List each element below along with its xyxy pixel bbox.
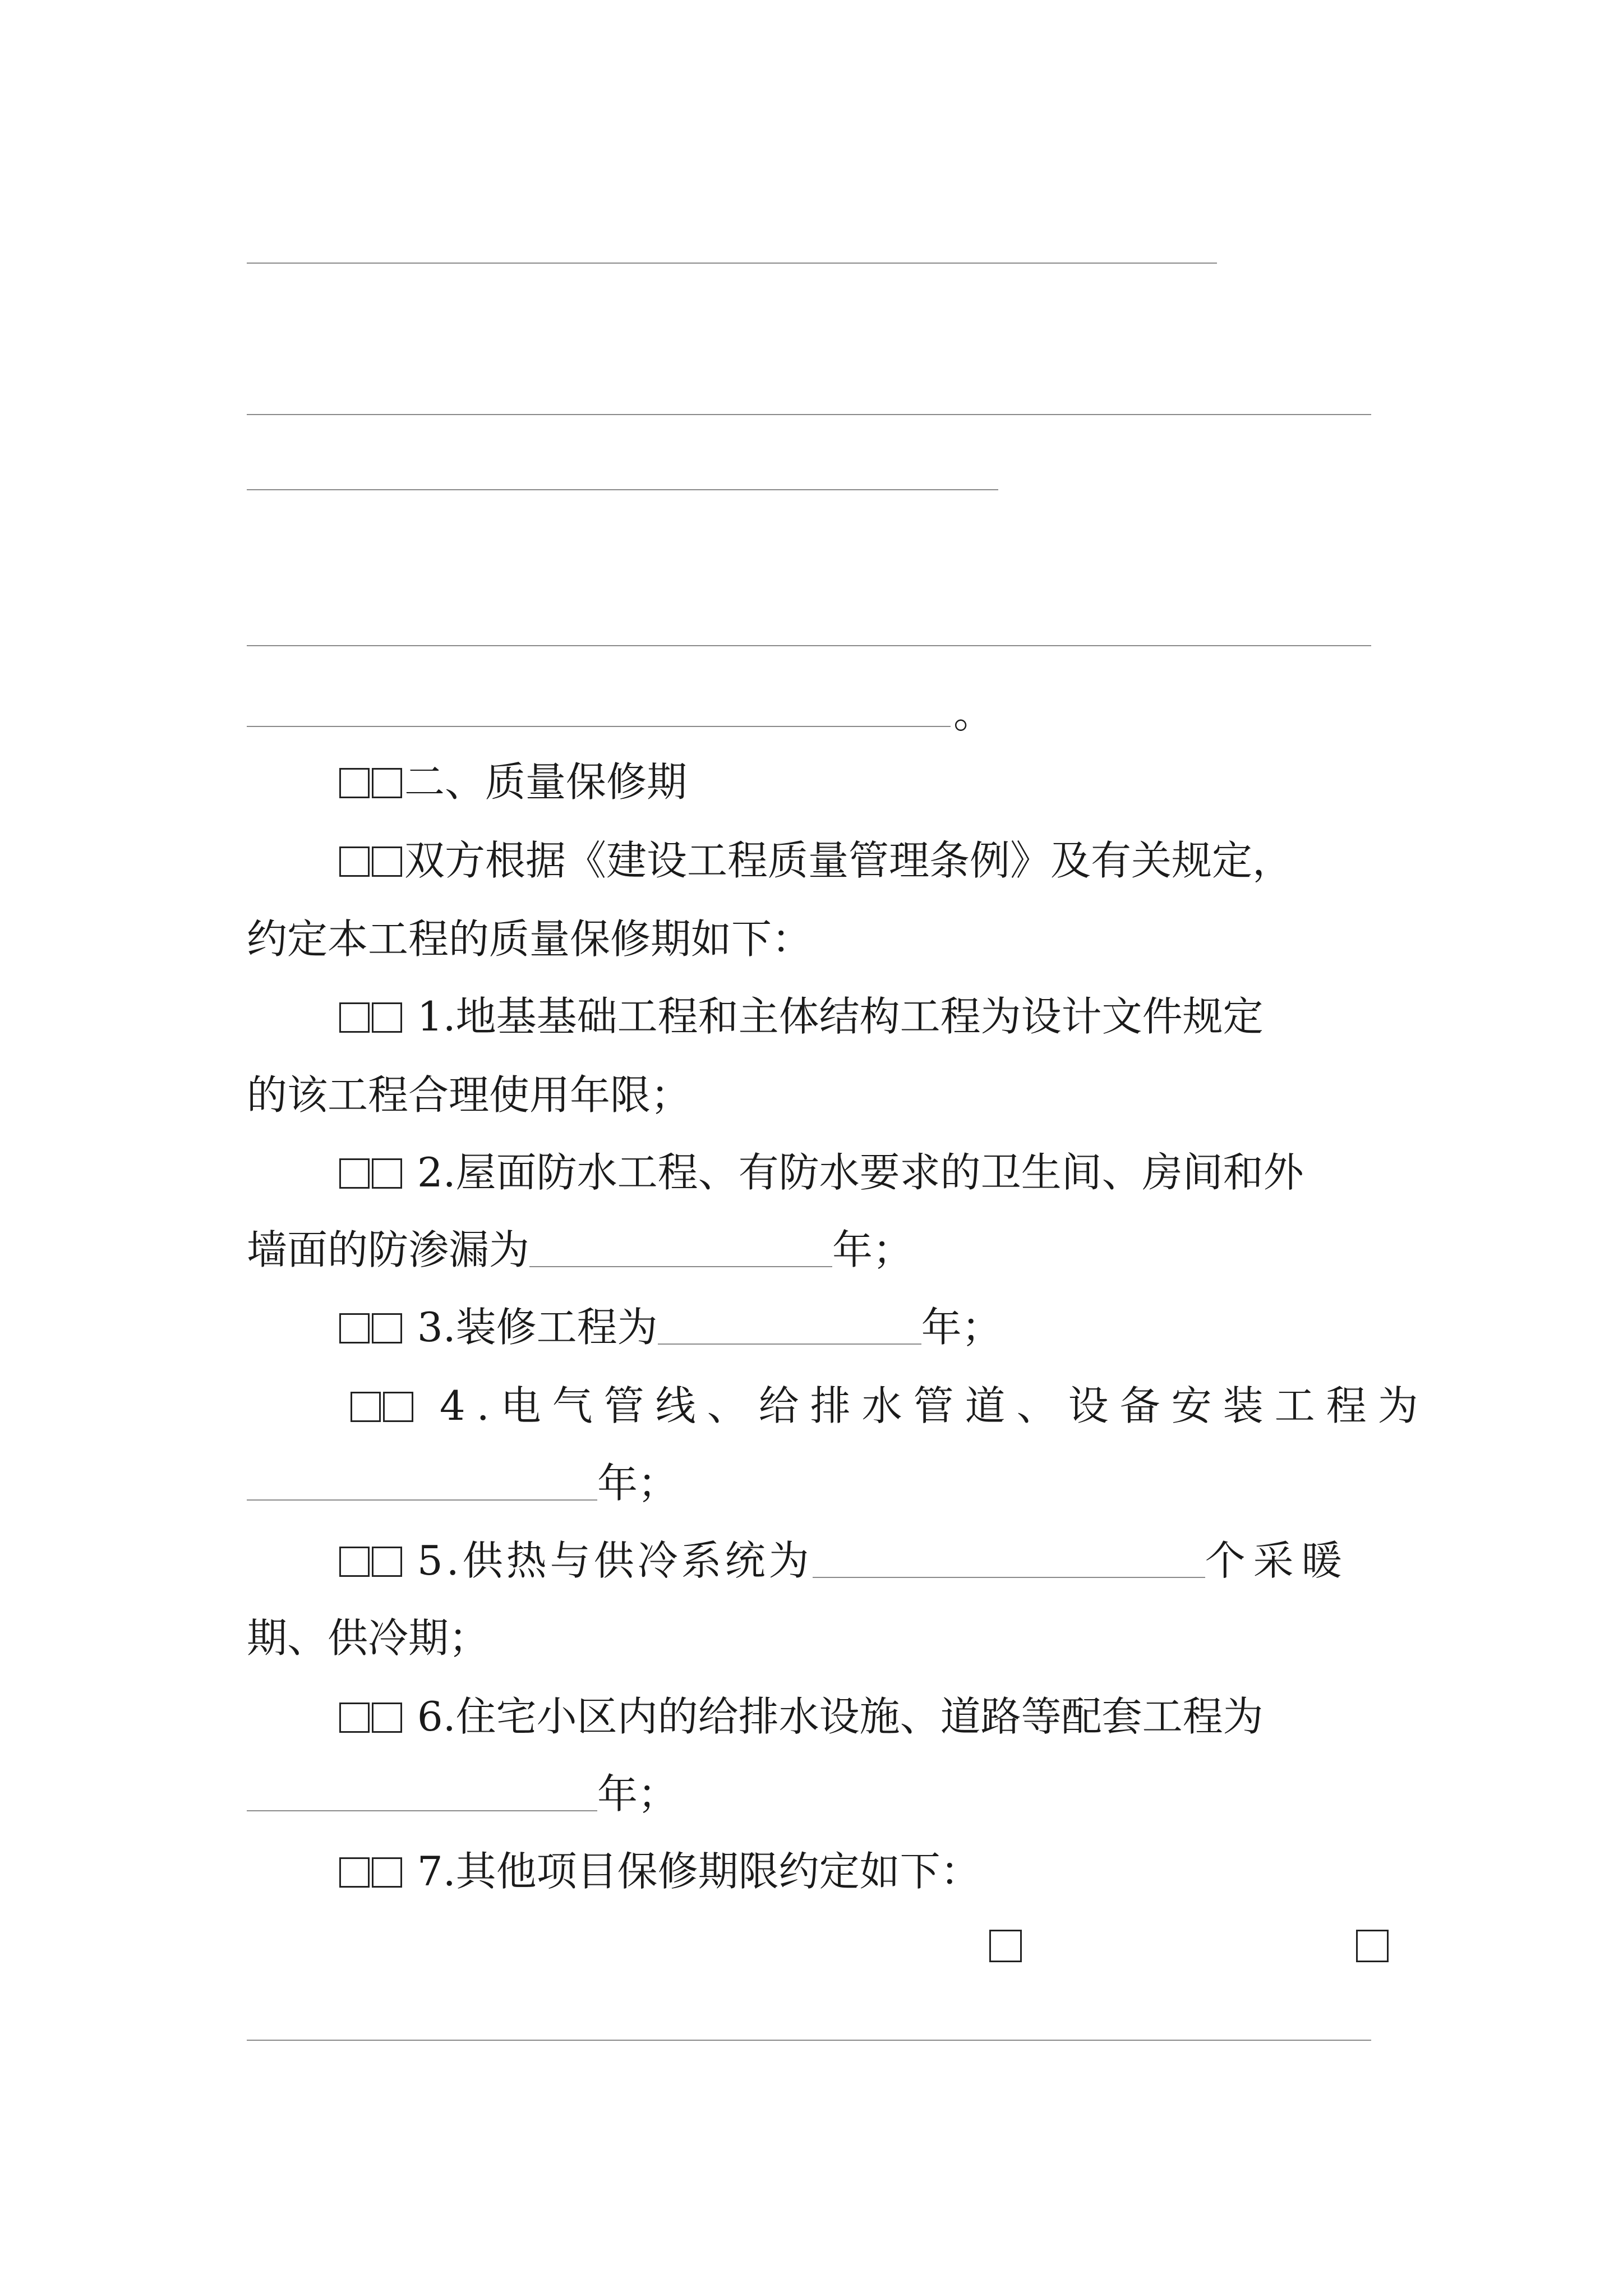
item-1-line-2: 的该工程合理使用年限； xyxy=(247,1071,691,1119)
item-2-line-2 xyxy=(247,1226,914,1273)
blank-rule-2 xyxy=(247,414,1371,415)
section-title xyxy=(339,758,688,806)
item-5-line-2: 期、供冷期； xyxy=(247,1614,490,1662)
checkbox-icon[interactable] xyxy=(339,846,370,877)
item-3-label: 3.装修工程为 xyxy=(417,1304,658,1351)
item-1-line-1 xyxy=(339,993,1264,1040)
intro-line-1 xyxy=(339,837,1293,884)
item-3-unit: 年； xyxy=(921,1304,1002,1351)
item-2-line-1 xyxy=(339,1149,1304,1196)
blank-rule-1 xyxy=(247,263,1217,264)
intro-text-1: 双方根据《建设工程质量管理条例》及有关规定， xyxy=(404,837,1293,884)
checkbox-icon[interactable] xyxy=(372,768,402,798)
item-3-blank[interactable] xyxy=(658,1310,921,1345)
item-5-unit: 个采暖 xyxy=(1205,1537,1350,1584)
checkbox-icon[interactable] xyxy=(339,1857,370,1888)
item-6-unit: 年； xyxy=(597,1770,679,1818)
item-2-blank[interactable] xyxy=(529,1232,832,1267)
checkbox-icon[interactable] xyxy=(383,1392,413,1422)
item-2-unit: 年； xyxy=(832,1226,914,1273)
item-6-text: 6.住宅小区内的给排水设施、道路等配套工程为 xyxy=(417,1693,1264,1740)
blank-rule-4 xyxy=(247,645,1371,646)
item-7-line xyxy=(339,1848,981,1895)
intro-line-2: 约定本工程的质量保修期如下： xyxy=(247,915,813,963)
item-6-line-2 xyxy=(247,1770,679,1818)
item-2-label: 墙面的防渗漏为 xyxy=(247,1226,530,1273)
item-1-text: 1.地基基础工程和主体结构工程为设计文件规定 xyxy=(417,993,1264,1040)
checkbox-icon[interactable] xyxy=(372,846,402,877)
period-mark: 。 xyxy=(953,690,994,737)
checkbox-icon[interactable] xyxy=(372,1313,402,1343)
item-4-line-2 xyxy=(247,1460,679,1507)
blank-rule-5 xyxy=(247,726,951,727)
checkbox-icon[interactable] xyxy=(372,1158,402,1189)
checkbox-icon[interactable] xyxy=(372,1547,402,1577)
item-4-unit: 年； xyxy=(597,1460,679,1507)
checkbox-icon[interactable] xyxy=(339,768,370,798)
item-5-label: 5.供热与供冷系统为 xyxy=(417,1537,813,1584)
checkbox-icon[interactable] xyxy=(339,1547,370,1577)
checkbox-icon[interactable] xyxy=(339,1002,370,1033)
section-title-text: 二、质量保修期 xyxy=(404,758,688,806)
checkbox-icon[interactable] xyxy=(351,1392,381,1422)
item-4-blank[interactable] xyxy=(247,1466,597,1501)
item-5-line-1 xyxy=(339,1537,1350,1584)
item-3-line xyxy=(339,1304,1002,1351)
blank-rule-3 xyxy=(247,489,998,490)
item-4-line-1 xyxy=(351,1382,1430,1429)
item-7-text: 7.其他项目保修期限约定如下： xyxy=(417,1848,981,1895)
checkbox-icon[interactable] xyxy=(339,1703,370,1733)
item-4-text: 4.电气管线、给排水管道、设备安装工程为 xyxy=(439,1382,1430,1429)
checkbox-icon[interactable] xyxy=(1356,1930,1389,1962)
checkbox-icon[interactable] xyxy=(989,1930,1022,1962)
checkbox-icon[interactable] xyxy=(372,1703,402,1733)
checkbox-icon[interactable] xyxy=(372,1002,402,1033)
item-5-blank[interactable] xyxy=(813,1543,1205,1578)
item-2-text: 2.屋面防水工程、有防水要求的卫生间、房间和外 xyxy=(417,1149,1304,1196)
checkbox-icon[interactable] xyxy=(372,1857,402,1888)
blank-rule-6 xyxy=(247,2040,1371,2041)
item-6-blank[interactable] xyxy=(247,1777,597,1811)
checkbox-icon[interactable] xyxy=(339,1313,370,1343)
item-6-line-1 xyxy=(339,1693,1264,1740)
checkbox-icon[interactable] xyxy=(339,1158,370,1189)
